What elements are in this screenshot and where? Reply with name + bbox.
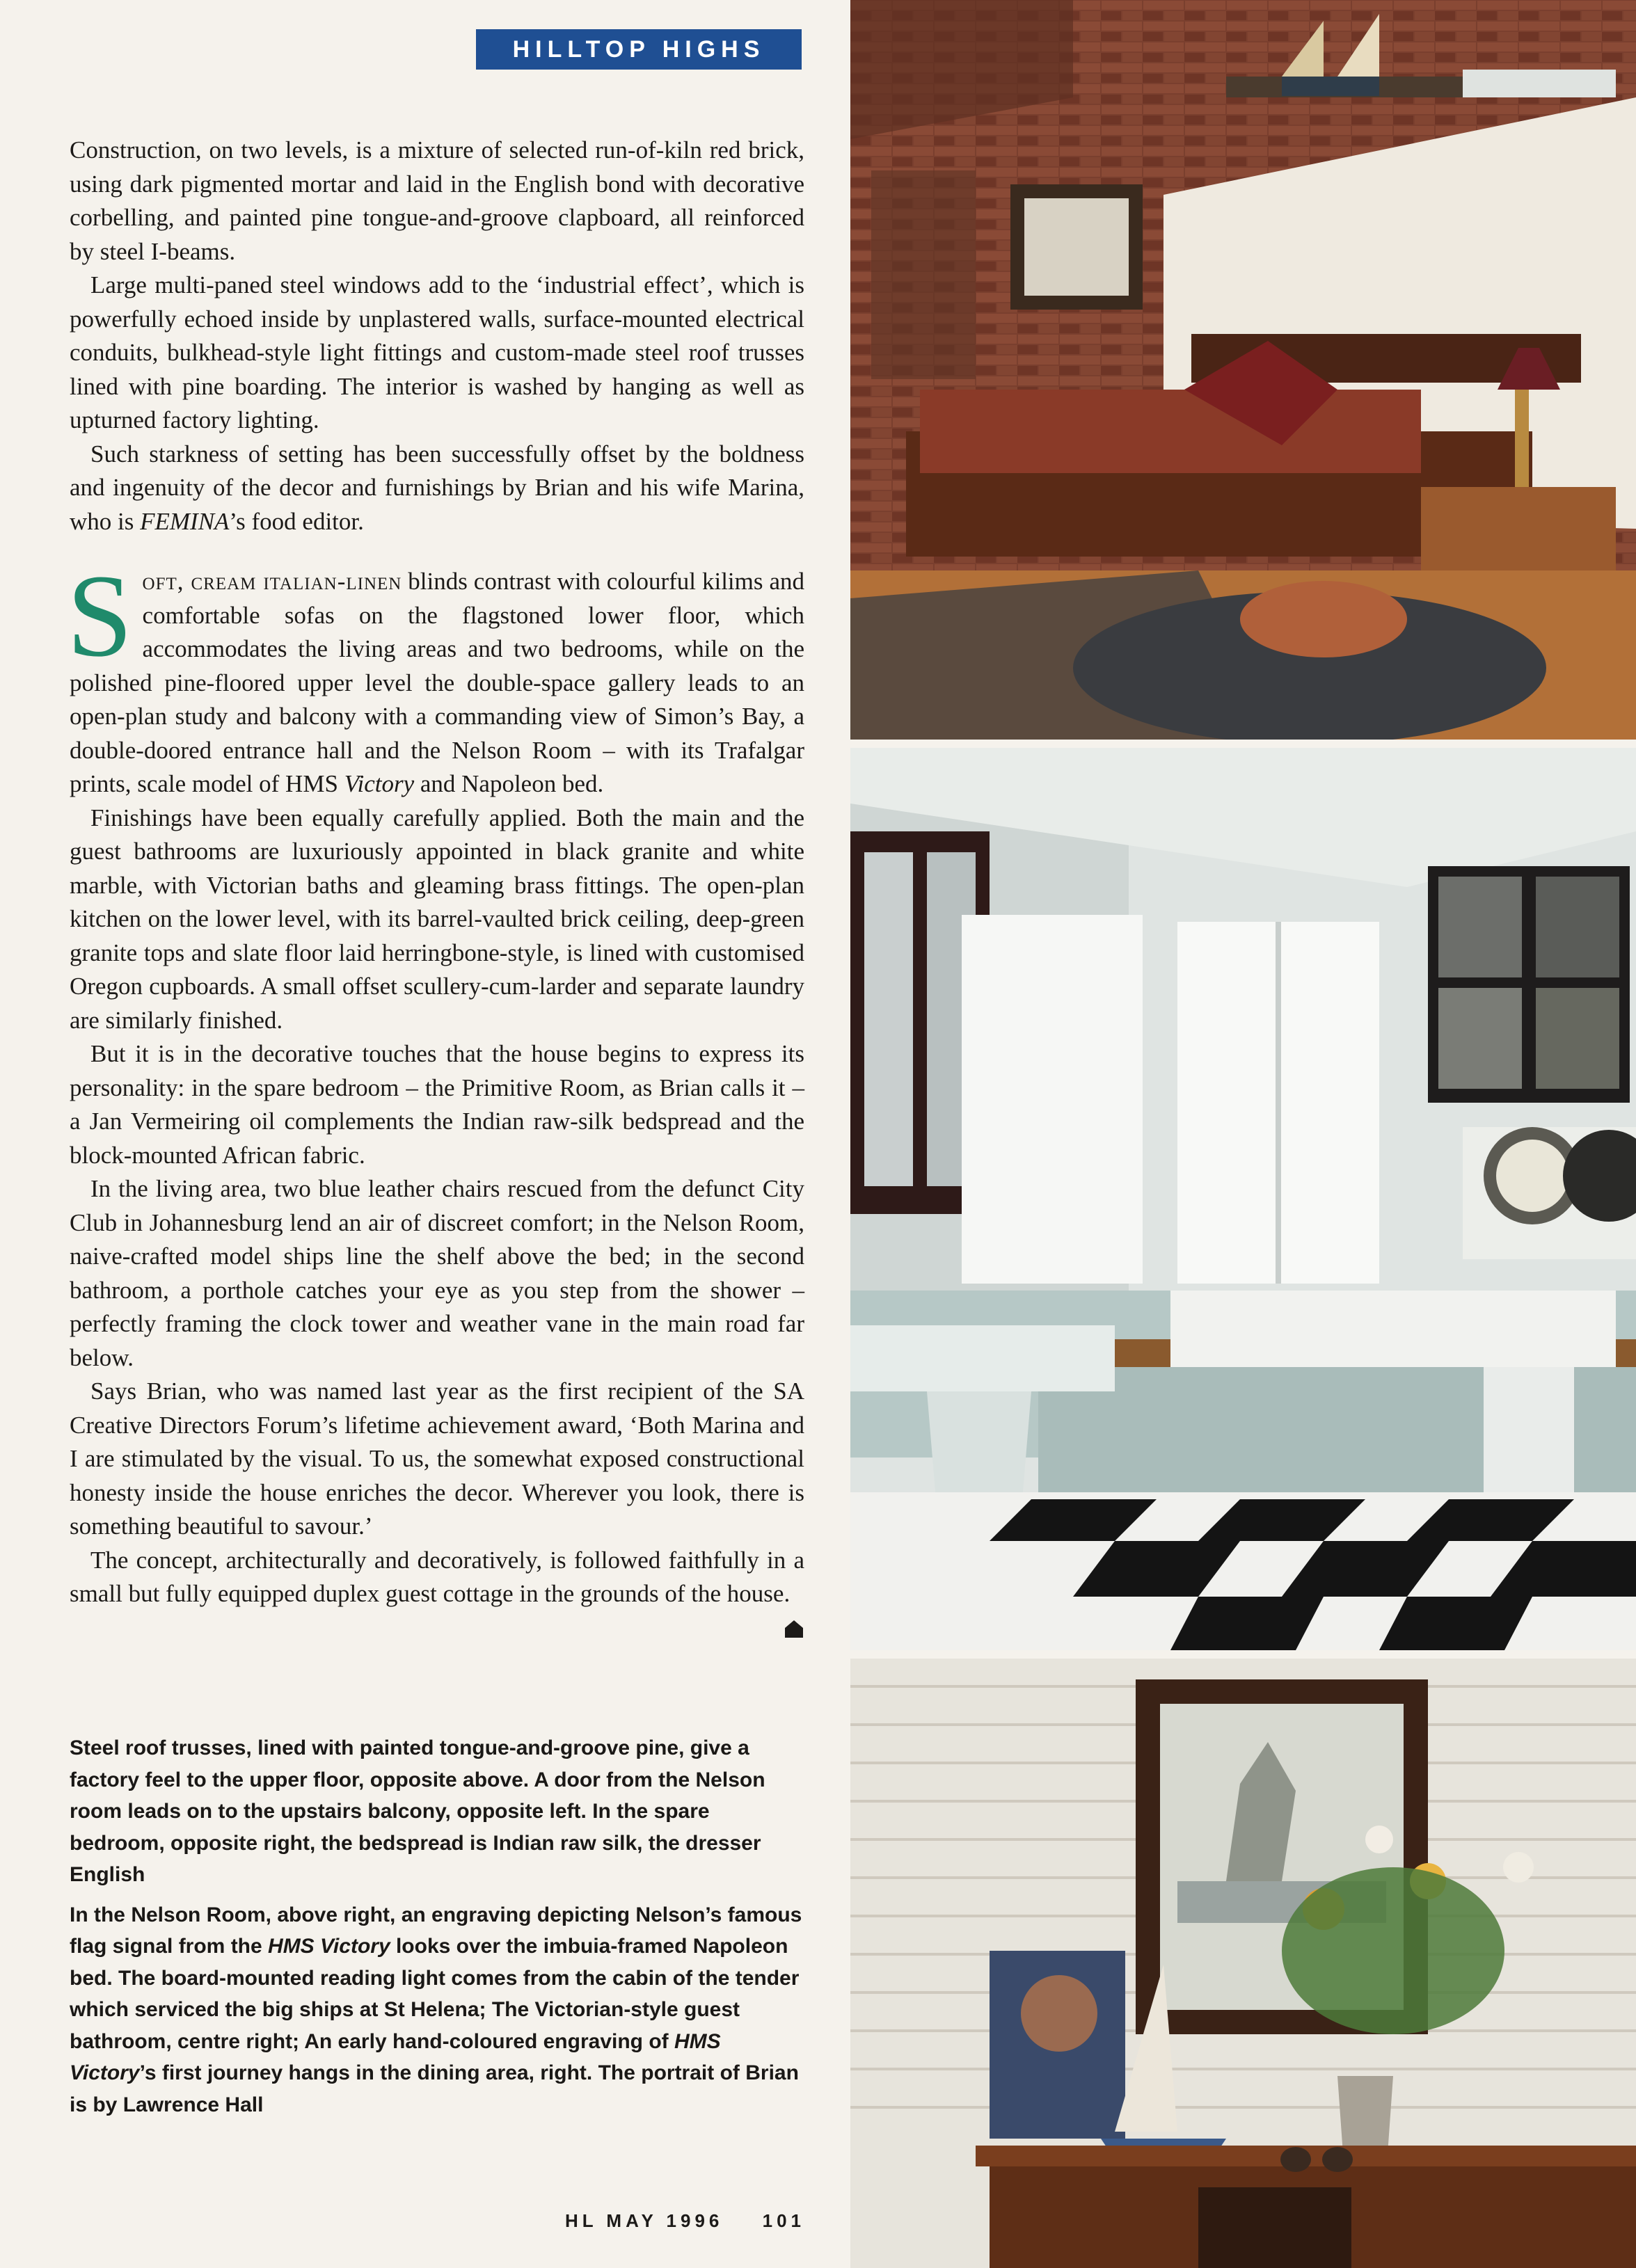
paragraph-windows: Large multi-paned steel windows add to the ‘industrial effect’, which is powerfully echoed inside by unplastered walls, surface-mounted electrical conduits, bulkhead-style light fittings and custom-made steel roof trusses lined with pine boarding. The interior is washed by hanging as well as upturned factory lighting. xyxy=(70,271,804,433)
folio-label: HL MAY 1996 xyxy=(565,2210,724,2231)
page-footer xyxy=(565,2207,805,2235)
paragraph-starkness: Such starkness of setting has been successfully offset by the boldness and ingenuity of the decor and furnishings by Brian and his wife Marina, who is FEMINA’s food editor. xyxy=(70,440,804,535)
article-body xyxy=(67,134,804,1639)
paragraph-finishings: Finishings have been equally carefully applied. Both the main and the guest bathrooms are luxuriously appointed in black granite and white marble, with Victorian baths and gleaming brass fittings. The open-plan kitchen on the lower level, with its barrel-vaulted brick ceiling, deep-green granite tops and slate floor laid herringbone-style, is lined with customised Oregon cupboards. A small offset scullery-cum-larder and separate laundry are similarly finished. xyxy=(70,804,804,1034)
paragraph-concept: The concept, architecturally and decoratively, is followed faithfully in a small but fully equipped duplex guest cottage in the grounds of the house. xyxy=(70,1544,804,1611)
caption-nelson-room: In the Nelson Room, above right, an engraving depicting Nelson’s famous flag signal from the HMS Victory looks over the imbuia-framed Napoleon bed. The board-mounted reading light comes from the cabin of the tender which serviced the big ships at St Helena; The Victorian-style guest bathroom, centre right; An early hand-coloured engraving of HMS Victory’s first journey hangs in the dining area, right. The portrait of Brian is by Lawrence Hall xyxy=(70,1903,802,2116)
magazine-name: FEMINA xyxy=(140,507,230,535)
paragraph-decorative: But it is in the decorative touches that the house begins to express its personality: in the spare bedroom – the Primitive Room, as Brian calls it – a Jan Vermeiring oil complements the Indian raw-silk bedspread and the block-mounted African fabric. xyxy=(70,1040,804,1169)
page-number: 101 xyxy=(762,2210,805,2231)
bathroom-photo xyxy=(850,748,1636,1650)
paragraph-construction: Construction, on two levels, is a mixture of selected run-of-kiln red brick, using dark pigmented mortar and laid in the English bond with decorative corbelling, and painted pine tongue-and-groove clapboard, all reinforced by steel I-beams. xyxy=(70,136,804,265)
paragraph-living-area: In the living area, two blue leather chairs rescued from the defunct City Club in Johannesburg lend an air of discreet comfort; in the Nelson Room, naive-crafted model ships line the shelf above the bed; in the second bathroom, a porthole catches your eye as you step from the shower – perfectly framing the clock tower and weather vane in the main road far below. xyxy=(70,1175,804,1371)
photo-captions xyxy=(70,1732,807,2121)
dining-area-photo xyxy=(850,1659,1636,2268)
section-label: HILLTOP HIGHS xyxy=(476,29,802,70)
drop-cap: S xyxy=(67,550,133,681)
house-icon xyxy=(784,1618,804,1639)
caption-upper-floor: Steel roof trusses, lined with painted tongue-and-groove pine, give a factory feel to the upper floor, opposite above. A door from the Nelson room leads on to the upstairs balcony, opposite left. In the spare bedroom, opposite right, the bedspread is Indian raw silk, the dresser English xyxy=(70,1736,765,1886)
bedroom-photo xyxy=(850,0,1636,740)
paragraph-soft-cream: Soft, cream italian-linen blinds contrast with colourful kilims and comfortable sofas on the flagstoned lower floor, which accommodates the living areas and two bedrooms, while on the polished pine-floored upper level the double-space gallery leads to an open-plan study and balcony with a commanding view of Simon’s Bay, a double-doored entrance hall and the Nelson Room – with its Trafalgar prints, scale model of HMS Victory and Napoleon bed. xyxy=(67,550,804,797)
paragraph-quote: Says Brian, who was named last year as the first recipient of the SA Creative Directors Forum’s lifetime achievement award, ‘Both Marina and I are stimulated by the visual. To us, the somewhat exposed constructional honesty inside the house enriches the decor. Wherever you look, there is something beautiful to savour.’ xyxy=(70,1377,804,1540)
